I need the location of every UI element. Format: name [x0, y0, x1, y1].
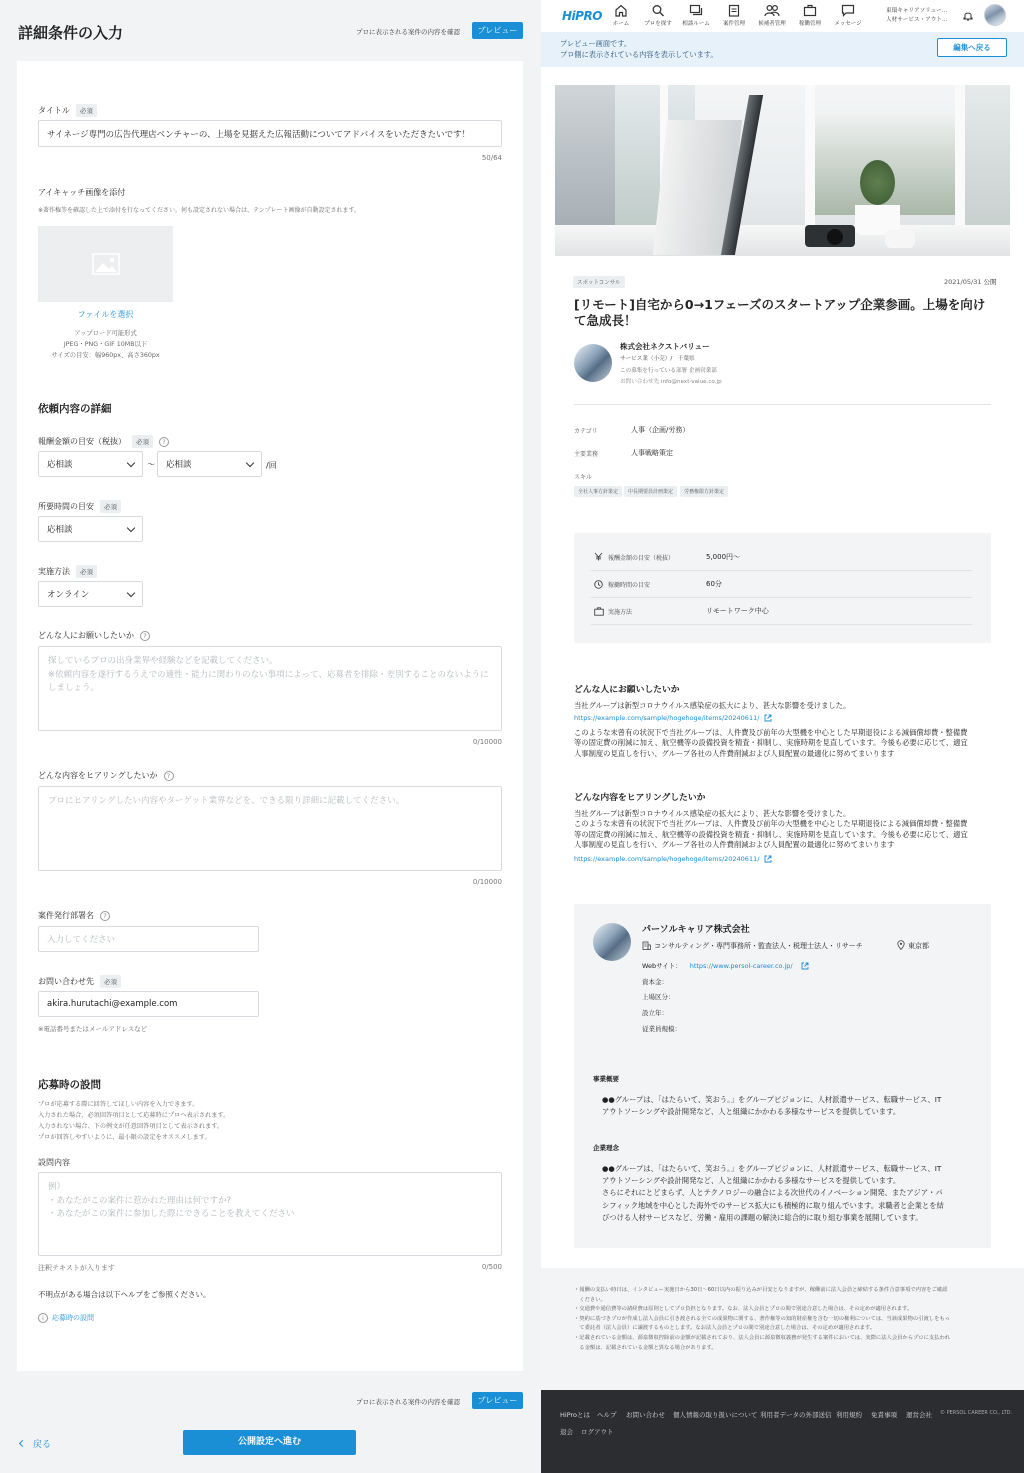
fee-label: 報酬金額の目安（税抜） 必須 ?	[38, 435, 169, 448]
nav-search-pro[interactable]: プロを探す	[638, 4, 678, 27]
eyecatch-note: ※著作権等を確認した上で添付を行なってください。何も設定されない場合は、テンプレート画像が自動設定されます。	[38, 207, 361, 214]
avatar[interactable]	[984, 4, 1006, 26]
eyecatch-label: アイキャッチ画像を添付	[38, 188, 126, 197]
footer-link-data[interactable]: 利用者データの外部送信	[760, 1411, 832, 1419]
chevron-left-icon	[19, 1440, 26, 1447]
job-title: [リモート]自宅から0→1フェーズのスタートアップ企業参画。上場を向けて急成長！	[574, 297, 986, 328]
client-industry: コンサルティング・専門事務所・監査法人・税理士法人・リサーチ	[654, 942, 863, 950]
question-label: 設問内容	[38, 1158, 70, 1167]
time-value: 60分	[706, 580, 722, 588]
home-icon	[614, 4, 628, 17]
footer-link-terms[interactable]: 利用規約	[836, 1411, 862, 1419]
footer-link-disclaimer[interactable]: 免責事項	[871, 1411, 897, 1419]
hear-textarea[interactable]: プロにヒアリングしたい内容やターゲット業界などを、できる限り詳細に記載してください。	[38, 786, 502, 871]
help-icon[interactable]: ?	[164, 771, 174, 781]
method-value: リモートワーク中心	[706, 607, 769, 615]
divider	[574, 404, 991, 405]
preview-button-bottom[interactable]: プレビュー	[472, 1392, 523, 1409]
job-company-meta: サービス業（小売）/ 千葉県	[620, 356, 695, 362]
image-placeholder[interactable]	[38, 226, 173, 302]
hipro-logo[interactable]: HiPRO	[562, 9, 602, 23]
footer-link-company[interactable]: 運営会社	[906, 1411, 932, 1419]
help-link[interactable]: i 応募時の設問	[38, 1313, 94, 1323]
client-web[interactable]: Webサイト： https://www.persol-career.co.jp/	[642, 961, 809, 970]
capital-key: 資本金：	[642, 978, 668, 986]
bell-icon[interactable]	[963, 10, 973, 21]
nav-candidates[interactable]: 候補者管理	[752, 4, 792, 27]
briefcase-icon	[594, 607, 604, 616]
hear-count: 0/10000	[472, 878, 502, 886]
briefcase-icon	[803, 4, 817, 17]
category-key: カテゴリ	[574, 428, 598, 435]
job-dept: この募集を行っている部署 企画営業部	[620, 368, 717, 374]
hear-label: どんな内容をヒアリングしたいか ?	[38, 770, 174, 781]
fee-key: 報酬金額の目安（税抜）	[608, 555, 675, 562]
nav-home[interactable]: ホーム	[601, 4, 641, 27]
help-icon[interactable]: ?	[159, 437, 169, 447]
preview-button[interactable]: プレビュー	[472, 22, 523, 39]
philosophy-title: 企業理念	[593, 1144, 619, 1152]
who-title: どんな人にお願いしたいか	[574, 685, 680, 695]
contact-input[interactable]: akira.hurutachi@example.com	[38, 991, 259, 1017]
divider	[591, 624, 972, 625]
external-link-icon	[764, 714, 772, 722]
question-desc: プロが応募する際に回答してほしい内容を入力できます。 入力された場合、必須回答項目として応募時にプロへ表示されます。 入力されない場合、下の例文が任意回答項目として表示されます。 プロが回答しやすいように、最小限の設定をオススメします。	[38, 1101, 230, 1141]
contact-label: お問い合わせ先 必須	[38, 975, 121, 988]
chevron-down-icon	[246, 458, 254, 466]
chevron-down-icon	[127, 458, 135, 466]
nav-messages[interactable]: メッセージ	[828, 4, 868, 27]
who-count: 0/10000	[472, 738, 502, 746]
work-value: 人事戦略策定	[631, 449, 673, 457]
chevron-down-icon	[127, 588, 135, 596]
footer-link-contact[interactable]: お問い合わせ	[626, 1411, 665, 1419]
time-label: 所要時間の目安 必須	[38, 500, 121, 513]
title-label: タイトル 必須	[38, 104, 97, 117]
location-icon	[897, 940, 905, 950]
preview-hint-bottom: プロに表示される案件の内容を確認	[356, 1398, 460, 1406]
nav-consult-room[interactable]: 相談ルーム	[676, 4, 716, 27]
dept-input[interactable]: 入力してください	[38, 926, 259, 952]
image-icon	[92, 253, 120, 275]
preview-banner-text: プレビュー画面です。 プロ側に表示されている内容を表示しています。	[560, 39, 718, 59]
fee-value: 5,000円〜	[706, 553, 741, 561]
client-name: パーソルキャリア株式会社	[642, 925, 750, 935]
job-company-name[interactable]: 株式会社ネクストバリュー	[620, 342, 710, 351]
required-badge: 必須	[100, 975, 121, 988]
chat-icon	[689, 4, 703, 17]
who-textarea[interactable]: 探しているプロの出身業界や経験などを記載してください。 ※依頼内容を遂行するうえでの適性・能力に関わりのない事項によって、応募者を排除・差別することのないようにしましょう。	[38, 646, 502, 731]
title-count: 50/64	[481, 154, 502, 162]
upload-formats-title: アップロード可能形式	[74, 330, 137, 337]
employees-key: 従業員規模：	[642, 1025, 681, 1033]
required-badge: 必須	[76, 104, 97, 117]
skill-tag: 中長期要員計画策定	[624, 486, 677, 497]
question-section-title: 応募時の設問	[38, 1079, 101, 1091]
upload-size: サイズの目安：幅960px、高さ360px	[51, 352, 160, 359]
footer-link-withdraw[interactable]: 退会	[560, 1428, 573, 1436]
users-icon	[764, 4, 780, 17]
help-text: 不明点がある場合は以下ヘルプをご参照ください。	[38, 1290, 211, 1299]
detail-section-title: 依頼内容の詳細	[38, 403, 112, 415]
who-p2: このような未曾有の状況下で当社グループは、人件費及び前年の大型機を中心とした早期退役による減価償却費・整備費 等の固定費の削減に加え、航空機等の設備投資を精査・抑制し、実施時期を見直しています。今後も必要に応じて、適宜 人事制度の見直しを行い、グループ各社の人件費削減および人員配置の最適化に努めてまいります	[574, 728, 968, 758]
skill-tag: 労務権限方針策定	[680, 486, 728, 497]
clipboard-icon	[727, 4, 741, 17]
who-label: どんな人にお願いしたいか ?	[38, 630, 150, 641]
hear-p1: 当社グループは新型コロナウイルス感染症の拡大により、甚大な影響を受けました。 このような未曾有の状況下で当社グループは、人件費及び前年の大型機を中心とした早期退役による減価償却費・整備費 等の固定費の削減に加え、航空機等の設備投資を精査・抑制し、実施時期を見直しています。今後も必要に応じて、適宜 人事制度の見直しを行い、グループ各社の人件費削減および人員配置の最適化に努めてまいります	[574, 809, 968, 850]
required-badge: 必須	[76, 565, 97, 578]
footer-link-logout[interactable]: ログアウト	[581, 1428, 614, 1436]
job-contact: お問い合わせ先 info@next-value.co.jp	[620, 379, 722, 385]
divider	[591, 570, 972, 571]
required-badge: 必須	[100, 500, 121, 513]
back-to-edit-button[interactable]: 編集へ戻る	[937, 38, 1007, 57]
question-note: 注釈テキストが入ります	[38, 1264, 115, 1272]
who-p1: 当社グループは新型コロナウイルス感染症の拡大により、甚大な影響を受けました。	[574, 701, 851, 710]
nav-operations[interactable]: 稼働管理	[790, 4, 830, 27]
question-count: 0/500	[481, 1263, 502, 1271]
work-key: 主要業務	[574, 451, 599, 458]
footer-link-help[interactable]: ヘルプ	[597, 1411, 617, 1419]
business-title: 事業概要	[593, 1075, 619, 1083]
info-icon: i	[38, 1313, 48, 1323]
building-icon	[642, 941, 651, 950]
fee-unit: /回	[266, 461, 277, 470]
title-input[interactable]: サイネージ専門の広告代理店ベンチャーの、上場を見据えた広報活動についてアドバイスをいただきたいです！	[38, 120, 502, 147]
chevron-down-icon	[127, 523, 135, 531]
notes: ・報酬の支払い時日は、インタビュー実施日から30日〜60日以内の振り込みが目安となりますが、稼働前に法人会員と締結する条件合意事項で内容をご確認 ください。 ・交通費や通信費等の諸経費は原則としてプロ負担となります。なお、法人会員とプロの間で別途合意した場合は、その定めが適用されます。 ・契約に基づきプロが作成し法人会員に引き渡される全ての成果物に関する、著作権等の知的財産権を含む一切の権利については、当該成果物の引渡しをもっ て委託者（法人会員）に譲渡するものとします。なお法人会員とプロの間で別途合意した場合は、その定めが適用されます。 ・記載されている金額は、源泉徴収控除前の金額が記載されており、法人会員に源泉徴収義務が発生する案件においては、実際に法人会員からプロに支払われ る金額は、記載されている金額と異なる場合があります。	[574, 1287, 951, 1351]
method-label: 実施方法 必須	[38, 565, 97, 578]
hear-title: どんな内容をヒアリングしたいか	[574, 793, 706, 803]
category-value: 人事（企画/労務）	[631, 426, 690, 434]
copyright: © PERSOL CAREER CO., LTD.	[940, 1410, 1013, 1416]
preview-hint: プロに表示される案件の内容を確認	[356, 28, 460, 36]
fee-tilde: 〜	[147, 460, 155, 469]
next-button[interactable]: 公開設定へ進む	[183, 1430, 356, 1455]
time-select[interactable]: 応相談	[38, 516, 143, 542]
contact-note: ※電話番号またはメールアドレスなど	[38, 1025, 148, 1033]
yen-icon	[594, 552, 603, 561]
hear-link[interactable]: https://example.com/sample/hogehoge/items/20240611/	[574, 855, 772, 863]
question-textarea[interactable]: 例） ・あなたがこの案件に惹かれた理由は何ですか? ・あなたがこの案件に参加した際にできることを教えてください	[38, 1172, 502, 1256]
method-key: 実施方法	[608, 609, 633, 616]
job-date: 2021/05/31 公開	[944, 278, 997, 286]
clock-icon	[594, 580, 603, 589]
dept-label: 案件発行部署名 ?	[38, 910, 110, 921]
help-icon[interactable]: ?	[100, 911, 110, 921]
message-icon	[841, 4, 855, 17]
philosophy-text: ●●グループは、「はたらいて、笑おう。」をグループビジョンに、人材派遣サービス、転職サービス、IT アウトソーシングや設計開発など、人と組織にかかわる多様なサービスを提供しています。 さらにそれにとどまらず、人とテクノロジーの融合による次世代のイノベーション開発、またアジア・パ シフィック地域を中心とした海外でのサービス拡大にも積極的に取り組んでいます。求職者と企業とを結 びつける人材サービスなど、労働・雇用の課題の解決に総合的に取り組む事業を展開しています。	[602, 1164, 944, 1222]
upload-formats: JPEG・PNG・GIF 10MB以下	[63, 341, 148, 348]
fee-from-select[interactable]: 応相談	[38, 451, 143, 477]
external-link-icon	[764, 855, 772, 863]
client-location: 東京都	[908, 942, 929, 950]
company-name[interactable]: 東環キャリアソリュー... 人材サービス・アウト...	[886, 8, 948, 23]
file-select-link[interactable]: ファイルを選択	[77, 310, 134, 319]
fee-to-select[interactable]: 応相談	[157, 451, 262, 477]
founded-key: 設立年：	[642, 1009, 668, 1017]
business-text: ●●グループは、「はたらいて、笑おう。」をグループビジョンに、人材派遣サービス、転職サービス、IT アウトソーシングや設計開発など、人と組織にかかわる多様なサービスを提供しています。	[602, 1095, 942, 1116]
page-title: 詳細条件の入力	[18, 24, 124, 42]
footer-link-privacy[interactable]: 個人情報の取り扱いについて	[673, 1411, 758, 1419]
required-badge: 必須	[132, 435, 153, 448]
method-select[interactable]: オンライン	[38, 581, 143, 607]
back-link[interactable]: 戻る	[20, 1437, 51, 1450]
external-link-icon	[801, 962, 809, 970]
job-tag: スポットコンサル	[573, 276, 625, 288]
divider	[591, 597, 972, 598]
hero-image	[555, 85, 1010, 256]
who-link[interactable]: https://example.com/sample/hogehoge/items/20240611/	[574, 714, 772, 722]
client-avatar	[593, 923, 631, 961]
search-icon	[651, 4, 665, 17]
skill-key: スキル	[574, 474, 592, 481]
nav-jobs[interactable]: 案件管理	[714, 4, 754, 27]
skill-tag: 全社人事方針策定	[574, 486, 622, 497]
help-icon[interactable]: ?	[140, 631, 150, 641]
footer-link-about[interactable]: HiProとは	[560, 1411, 591, 1419]
listing-key: 上場区分：	[642, 993, 675, 1001]
company-avatar	[574, 344, 612, 382]
time-key: 稼働時間の目安	[608, 582, 651, 589]
